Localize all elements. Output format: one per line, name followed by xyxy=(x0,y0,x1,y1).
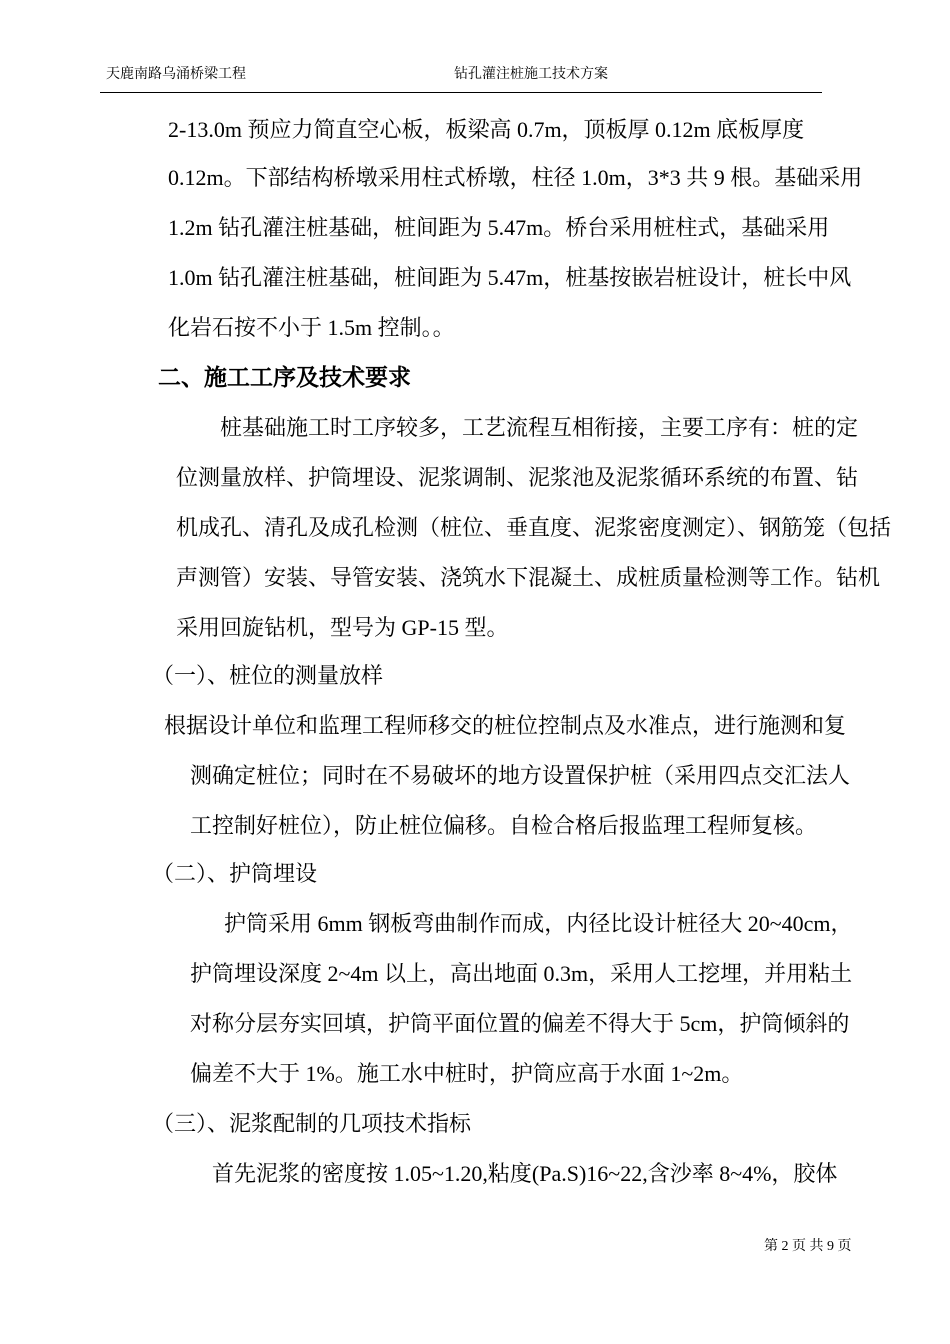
paragraph-line: 声测管）安装、导管安装、浇筑水下混凝土、成桩质量检测等工作。钻机 xyxy=(176,565,881,590)
paragraph-line: 偏差不大于 1%。施工水中桩时，护筒应高于水面 1~2m。 xyxy=(190,1061,744,1086)
page-number: 第 2 页 共 9 页 xyxy=(764,1239,852,1254)
paragraph-line: 2-13.0m 预应力简直空心板，板梁高 0.7m，顶板厚 0.12m 底板厚度 xyxy=(168,117,805,142)
paragraph-line: 采用回旋钻机，型号为 GP-15 型。 xyxy=(176,615,509,640)
header-project-name: 天鹿南路乌涌桥梁工程 xyxy=(106,67,246,82)
paragraph-line: 桩基础施工时工序较多，工艺流程互相衔接，主要工序有：桩的定 xyxy=(220,415,859,440)
subsection-heading: （一）、桩位的测量放样 xyxy=(152,663,384,688)
paragraph-line: 0.12m。下部结构桥墩采用柱式桥墩，柱径 1.0m，3*3 共 9 根。基础采用 xyxy=(168,165,863,190)
subsection-heading: （二）、护筒埋设 xyxy=(152,861,318,886)
paragraph-line: 护筒采用 6mm 钢板弯曲制作而成，内径比设计桩径大 20~40cm， xyxy=(224,911,853,936)
paragraph-line: 1.0m 钻孔灌注桩基础，桩间距为 5.47m，桩基按嵌岩桩设计，桩长中风 xyxy=(168,265,852,290)
paragraph-line: 首先泥浆的密度按 1.05~1.20,粘度(Pa.S)16~22,含沙率 8~4%，胶体 xyxy=(212,1161,838,1186)
paragraph-line: 对称分层夯实回填，护筒平面位置的偏差不得大于 5cm，护筒倾斜的 xyxy=(190,1011,850,1036)
header-divider xyxy=(100,92,822,93)
paragraph-line: 1.2m 钻孔灌注桩基础，桩间距为 5.47m。桥台采用桩柱式，基础采用 xyxy=(168,215,830,240)
paragraph-line: 机成孔、清孔及成孔检测（桩位、垂直度、泥浆密度测定）、钢筋笼（包括 xyxy=(176,515,892,540)
header-document-title: 钻孔灌注桩施工技术方案 xyxy=(454,67,608,82)
paragraph-line: 化岩石按不小于 1.5m 控制。。 xyxy=(168,315,455,340)
paragraph-line: 位测量放样、护筒埋设、泥浆调制、泥浆池及泥浆循环系统的布置、钻 xyxy=(176,465,859,490)
subsection-heading: （三）、泥浆配制的几项技术指标 xyxy=(152,1111,472,1136)
paragraph-line: 测确定桩位；同时在不易破坏的地方设置保护桩（采用四点交汇法人 xyxy=(190,763,851,788)
section-heading: 二、施工工序及技术要求 xyxy=(158,365,411,390)
paragraph-line: 工控制好桩位），防止桩位偏移。自检合格后报监理工程师复核。 xyxy=(190,813,818,838)
paragraph-line: 根据设计单位和监理工程师移交的桩位控制点及水准点，进行施测和复 xyxy=(164,713,847,738)
paragraph-line: 护筒埋设深度 2~4m 以上，高出地面 0.3m，采用人工挖埋，并用粘土 xyxy=(190,961,853,986)
